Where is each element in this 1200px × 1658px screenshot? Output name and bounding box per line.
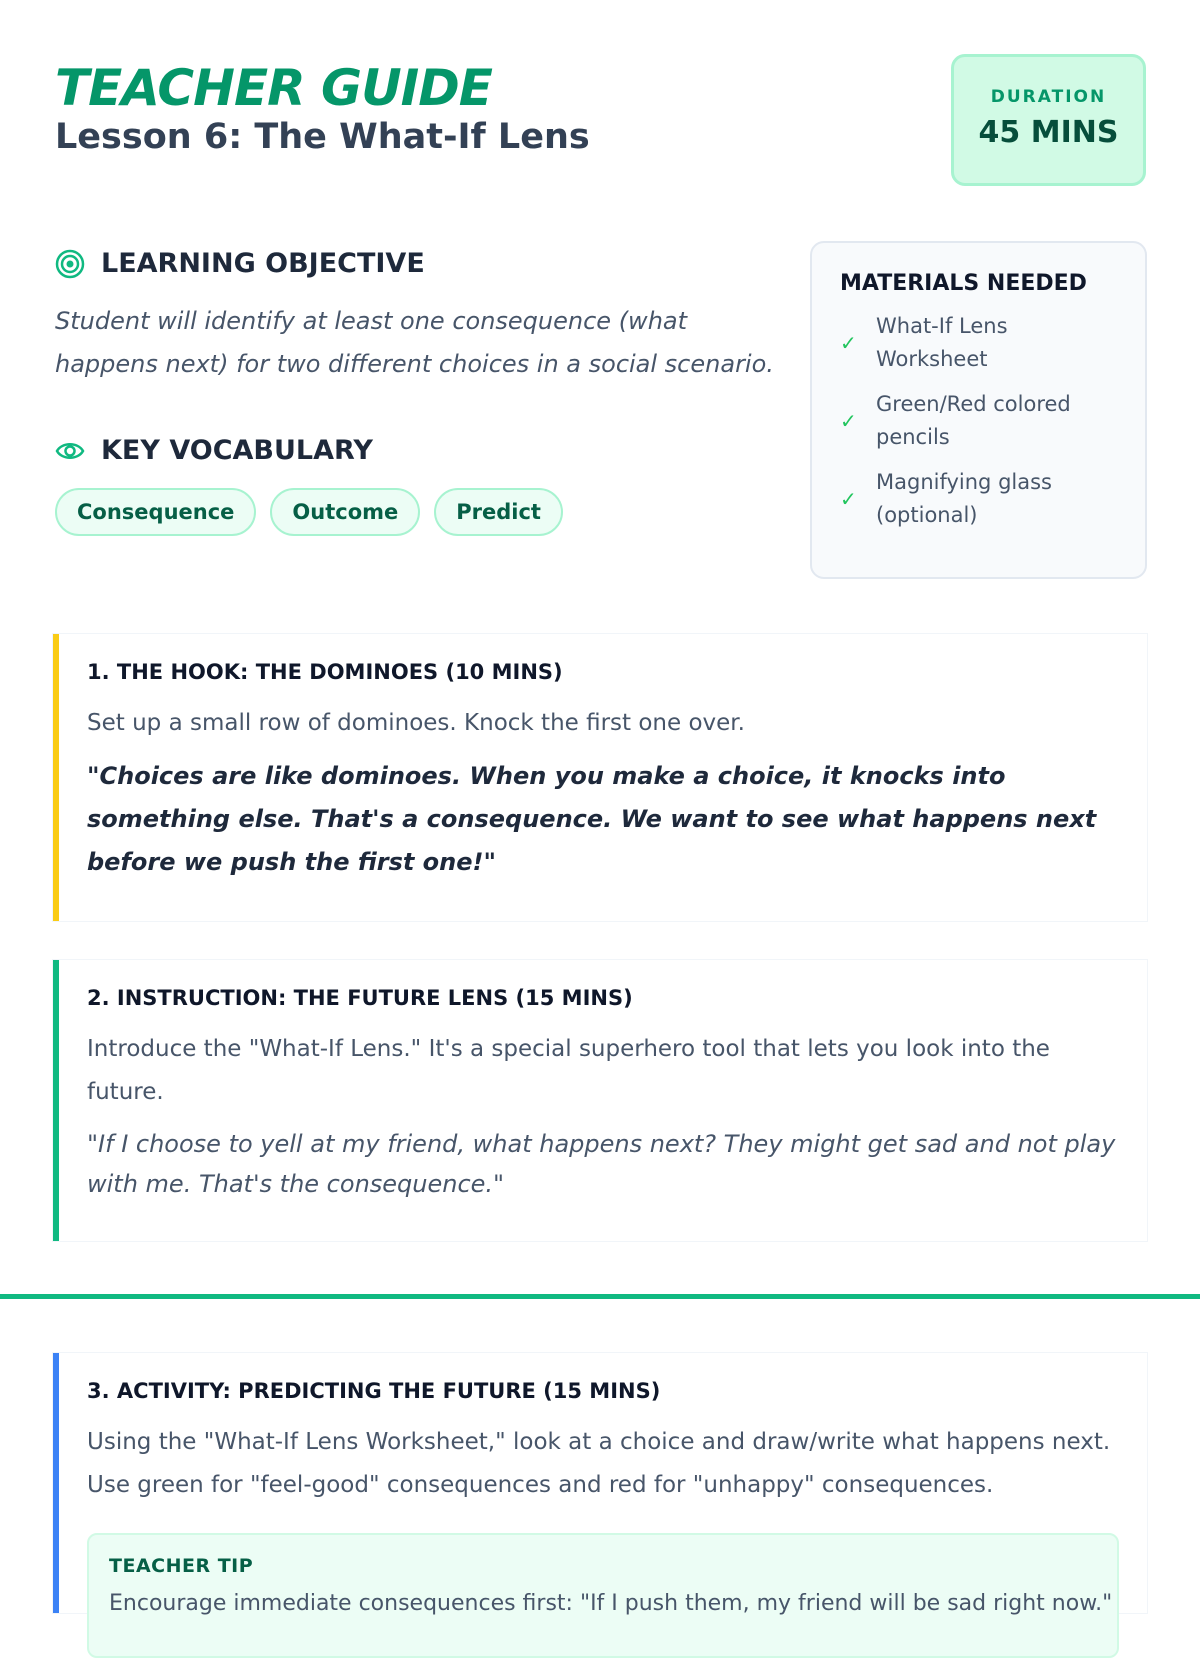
step-text: Introduce the "What-If Lens." It's a special superhero tool that lets you look into the future. bbox=[87, 1036, 1050, 1105]
vocab-chip: Outcome bbox=[270, 488, 420, 536]
check-icon: ✓ bbox=[840, 409, 857, 433]
step-text: Using the "What-If Lens Worksheet," look at a choice and draw/write what happens next. Use green for "feel-good" consequences and red for "unhappy" consequences. bbox=[87, 1429, 1111, 1498]
materials-panel bbox=[810, 241, 1147, 579]
step-quote: "If I choose to yell at my friend, what happens next? They might get sad and not play with me. That's the consequence." bbox=[87, 1130, 1116, 1198]
material-item bbox=[840, 388, 1117, 454]
material-label: What-If Lens Worksheet bbox=[876, 314, 1008, 371]
step-text: Set up a small row of dominoes. Knock the first one over. bbox=[87, 710, 745, 736]
step-card-hook bbox=[53, 634, 1147, 921]
step-title: 2. INSTRUCTION: THE FUTURE LENS (15 MINS) bbox=[87, 986, 633, 1010]
step-quote: "Choices are like dominoes. When you make a choice, it knocks into something else. That's a consequence. We want to see what happens next before we push the first one!" bbox=[87, 762, 1097, 876]
duration-label: DURATION bbox=[990, 87, 1107, 107]
materials-title: MATERIALS NEEDED bbox=[840, 271, 1087, 296]
duration-badge bbox=[951, 54, 1146, 186]
material-label: Magnifying glass (optional) bbox=[876, 470, 1052, 527]
vocabulary-heading bbox=[55, 435, 373, 466]
page-header bbox=[55, 58, 590, 158]
step-card-activity bbox=[53, 1353, 1147, 1616]
vocab-chip: Predict bbox=[434, 488, 563, 536]
material-item bbox=[840, 466, 1117, 532]
target-icon bbox=[55, 249, 85, 279]
check-icon: ✓ bbox=[840, 331, 857, 355]
lesson-title: Lesson 6: The What-If Lens bbox=[55, 117, 590, 157]
step-card-instruction bbox=[53, 960, 1147, 1241]
teacher-tip bbox=[87, 1533, 1119, 1658]
guide-title: TEACHER GUIDE bbox=[55, 59, 492, 117]
teacher-tip-text: Encourage immediate consequences first: "If I push them, my friend will be sad right now." bbox=[109, 1591, 1113, 1616]
check-icon: ✓ bbox=[840, 487, 857, 511]
material-label: Green/Red colored pencils bbox=[876, 392, 1071, 449]
eye-icon bbox=[55, 436, 85, 466]
duration-value: 45 MINS bbox=[978, 115, 1119, 150]
vocab-chip: Consequence bbox=[55, 488, 256, 536]
teacher-tip-title: TEACHER TIP bbox=[109, 1555, 254, 1577]
objective-heading bbox=[55, 248, 425, 279]
vocabulary-heading-label: KEY VOCABULARY bbox=[101, 435, 373, 466]
step-title: 1. THE HOOK: THE DOMINOES (10 MINS) bbox=[87, 660, 563, 684]
material-item bbox=[840, 310, 1117, 376]
vocabulary-chips bbox=[55, 488, 563, 536]
objective-heading-label: LEARNING OBJECTIVE bbox=[101, 248, 425, 279]
section-divider bbox=[0, 1294, 1200, 1299]
step-title: 3. ACTIVITY: PREDICTING THE FUTURE (15 MINS) bbox=[87, 1379, 661, 1403]
objective-text: Student will identify at least one consequence (what happens next) for two different choices in a social scenario. bbox=[55, 307, 774, 378]
